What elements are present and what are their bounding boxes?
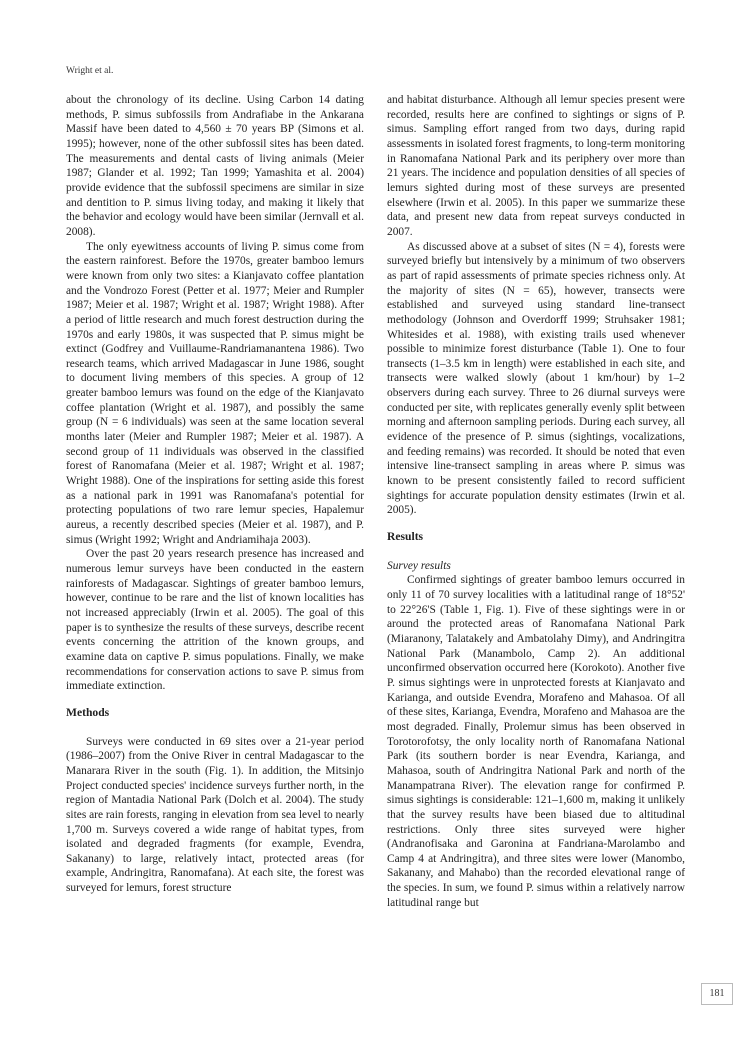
subsection-heading: Survey results (387, 559, 451, 572)
paragraph: As discussed above at a subset of sites (N = 4), forests were surveyed briefly but intensively by a minimum of two observers as part of rapid assessments of primate species richness only. At the majority of sites (N = 65), however, transects were established and surveyed using standard line-transect methodology (Johnson and Overdorff 1999; Struhsaker 1981; Whitesides et al. 1988), with existing trails used whenever possible to minimize forest disturbance (Table 1). One to four transects (1–3.5 km in length) were established in each site, and transects were walked slowly (about 1 km/hour) by 1–2 observers during each survey. Three to 26 diurnal surveys were conducted per site, with replicates generally evenly split between morning and afternoon sampling periods. During each survey, all evidence of the presence of P. simus (sightings, vocalizations, and feeding remains) was recorded. It should be noted that even intensive line-transect sampling in areas where P. simus was known to be present consistently failed to record sufficient sightings for accurate population density estimates (Irwin et al. 2005). (387, 240, 685, 517)
paragraph: Over the past 20 years research presence has increased and numerous lemur surveys have been conducted in the eastern rainforests of Madagascar. Sightings of greater bamboo lemurs, however, continue to be rare and the list of known localities has not increased appreciably (Irwin et al. 2005). The goal of this paper is to synthesize the results of these surveys, describe recent events concerning the attrition of the known groups, and examine data on captive P. simus populations. Finally, we make recommendations for conservation actions to save P. simus from immediate extinction. (66, 548, 364, 693)
paragraph: about the chronology of its decline. Using Carbon 14 dating methods, P. simus subfossils from Andrafiabe in the Ankarana Massif have been dated to 4,560 ± 70 years BP (Simons et al. 1995); however, none of the other subfossil sites has been dated. The measurements and dental casts of living animals (Meier 1987; Glander et al. 1992; Tan 1999; Yamashita et al. 2004) provide evidence that the subfossil specimens are similar in size and dentition to P. simus living today, and making it likely that the behavior and ecology would have been similar (Jernvall et al. 2008). (66, 94, 364, 238)
paragraph: Surveys were conducted in 69 sites over a 21-year period (1986–2007) from the Onive River in central Madagascar to the Manarara River in the south (Fig. 1). In addition, the Mitsinjo Project conducted species' incidence surveys further north, in the region of Mantadia National Park (Dolch et al. 2004). The study sites are rain forests, ranging in elevation from sea level to nearly 1,700 m. Surveys covered a wide range of habitat types, from isolated and degraded fragments (for example, Evendra, Sakanany) to large, relatively intact, protected areas (for example, Andringitra, Ranomafana). At each site, the forest was surveyed for lemurs, forest structure (66, 735, 364, 895)
section-heading-methods: Methods (66, 705, 110, 719)
paragraph: The only eyewitness accounts of living P. simus come from the eastern rainforest. Before the 1970s, greater bamboo lemurs were known from only two sites: a Kianjavato coffee plantation and the Vondrozo Forest (Petter et al. 1977; Meier and Rumpler 1987; Meier et al. 1987; Wright et al. 1987; Wright 1988). After a period of little research and much forest destruction during the 1970s and early 1980s, it was suspected that P. simus might be extinct (Godfrey and Vuillaume-Randriamanantena 1986). Two research teams, which arrived Madagascar in June 1986, sought to document living members of this species. A group of 12 greater bamboo lemurs was found on the edge of the Kianjavato coffee plantation (Wright et al. 1987), and possibly the same group (N = 6 individuals) was seen at the same location several months later (Meier and Rumpler 1987; Meier et al. 1987). A second group of 11 individuals was observed in the classified forest of Ranomafana (Meier et al. 1987; Wright et al. 1987; Wright 1988). One of the inspirations for setting aside this forest as a national park in 1991 was Ranomafana's potential for protecting populations of two rare lemur species, Hapalemur aureus, a recently described species (Meier et al. 1987), and P. simus (Wright 1992; Wright and Andriamihaja 2003). (66, 240, 364, 546)
page-number: 181 (701, 983, 733, 1005)
left-column (66, 93, 364, 896)
paragraph: and habitat disturbance. Although all lemur species present were recorded, results here are confined to sightings or signs of P. simus. Sampling effort ranged from two days, during rapid assessments in isolated forest fragments, to long-term monitoring in Ranomafana National Park and its periphery over more than 21 years. The incidence and population densities of all species of lemurs sighted during most of these surveys are presented elsewhere (Irwin et al. 2005). In this paper we summarize these data, and present new data from repeat surveys conducted in 2007. (387, 94, 686, 238)
right-column (387, 93, 685, 910)
section-heading-results: Results (387, 530, 424, 544)
paragraph: Confirmed sightings of greater bamboo lemurs occurred in only 11 of 70 survey localities with a latitudinal range of 18°52' to 22°26'S (Table 1, Fig. 1). Five of these sightings were in or around the protected areas of Ranomafana National Park (Miaranony, Talatakely and Ambatolahy Dimy), and Andringitra National Park (Manambolo, Camp 2). An additional unconfirmed observation occurred here (Korokoto). Another five P. simus sightings were in unprotected forests at Kianjavato and Karianga, and outside Evendra, Morafeno and Mahasoa. Of all of these sites, Karianga, Evendra, Morafeno and Mahasoa are the most degraded. Finally, Prolemur simus has been observed in Torotorofotsy, the only locality north of Ranomafana National Park (its southern border is near Evendra, Karianga, and Mahasoa, south of Andringitra National Park and north of the Manampatrana River). The elevation range for confirmed P. simus sightings is considerable: 121–1,600 m, making it unlikely that the survey results have been biased due to altitudinal restrictions. Only three sites surveyed were higher (Andranofisaka and Garonina at Fandriana-Marolambo and Camp 4 at Andringitra), and three sites were lower (Manombo, Sakanany, and Mahabo) than the recorded elevational range of the species. In sum, we found P. simus within a relatively narrow latitudinal range but (387, 574, 685, 909)
running-head: Wright et al. (66, 66, 114, 76)
